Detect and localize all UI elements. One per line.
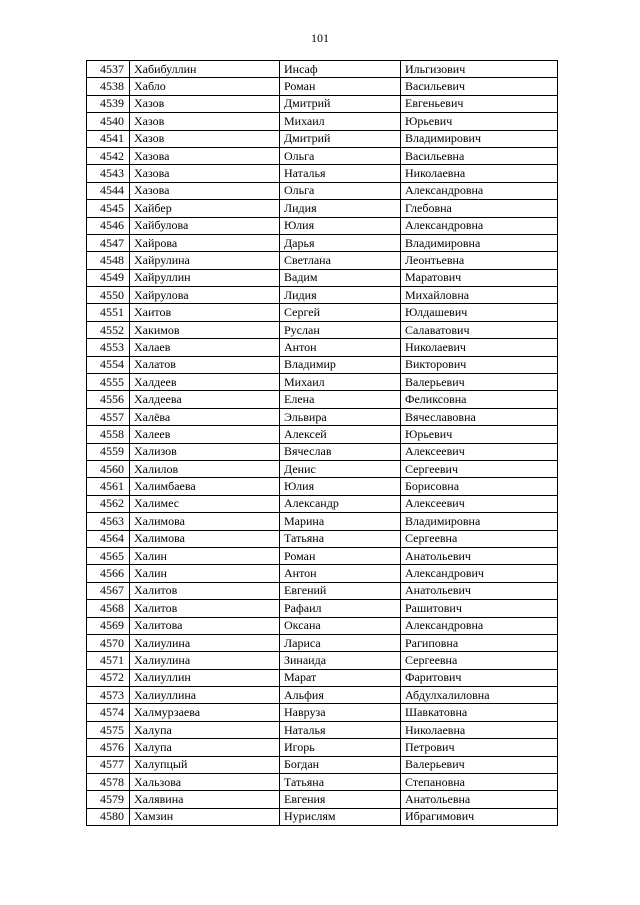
row-number-cell: 4551	[87, 304, 130, 321]
last-name-cell: Халатов	[130, 356, 280, 373]
row-number-cell: 4544	[87, 182, 130, 199]
table-row	[87, 426, 558, 443]
last-name-cell: Халимова	[130, 530, 280, 547]
last-name-cell: Хайрова	[130, 234, 280, 251]
first-name-cell: Татьяна	[280, 774, 401, 791]
last-name-cell: Хамзин	[130, 808, 280, 825]
last-name-cell: Хайбер	[130, 200, 280, 217]
first-name-cell: Наталья	[280, 721, 401, 738]
row-number-cell: 4565	[87, 547, 130, 564]
last-name-cell: Хализов	[130, 443, 280, 460]
patronymic-cell: Феликсовна	[401, 391, 558, 408]
first-name-cell: Вадим	[280, 269, 401, 286]
first-name-cell: Богдан	[280, 756, 401, 773]
last-name-cell: Хабло	[130, 78, 280, 95]
last-name-cell: Халитов	[130, 600, 280, 617]
last-name-cell: Халеев	[130, 426, 280, 443]
first-name-cell: Инсаф	[280, 61, 401, 78]
table-row	[87, 217, 558, 234]
patronymic-cell: Николаевна	[401, 721, 558, 738]
table-row	[87, 269, 558, 286]
last-name-cell: Хальзова	[130, 774, 280, 791]
first-name-cell: Игорь	[280, 739, 401, 756]
patronymic-cell: Анатольевич	[401, 547, 558, 564]
table-row	[87, 234, 558, 251]
first-name-cell: Алексей	[280, 426, 401, 443]
patronymic-cell: Васильевна	[401, 147, 558, 164]
patronymic-cell: Сергеевна	[401, 530, 558, 547]
row-number-cell: 4558	[87, 426, 130, 443]
table-row	[87, 78, 558, 95]
table-row	[87, 113, 558, 130]
first-name-cell: Дмитрий	[280, 95, 401, 112]
patronymic-cell: Евгеньевич	[401, 95, 558, 112]
row-number-cell: 4552	[87, 321, 130, 338]
first-name-cell: Наталья	[280, 165, 401, 182]
first-name-cell: Михаил	[280, 113, 401, 130]
table-row	[87, 756, 558, 773]
row-number-cell: 4564	[87, 530, 130, 547]
last-name-cell: Халупцый	[130, 756, 280, 773]
row-number-cell: 4580	[87, 808, 130, 825]
last-name-cell: Халиулина	[130, 634, 280, 651]
last-name-cell: Халин	[130, 547, 280, 564]
patronymic-cell: Леонтьевна	[401, 252, 558, 269]
last-name-cell: Халупа	[130, 721, 280, 738]
patronymic-cell: Маратович	[401, 269, 558, 286]
last-name-cell: Халиулина	[130, 652, 280, 669]
last-name-cell: Хакимов	[130, 321, 280, 338]
roster-body	[87, 61, 558, 826]
last-name-cell: Халитов	[130, 582, 280, 599]
first-name-cell: Марат	[280, 669, 401, 686]
last-name-cell: Халёва	[130, 408, 280, 425]
row-number-cell: 4537	[87, 61, 130, 78]
row-number-cell: 4553	[87, 339, 130, 356]
row-number-cell: 4573	[87, 687, 130, 704]
table-row	[87, 634, 558, 651]
row-number-cell: 4578	[87, 774, 130, 791]
first-name-cell: Руслан	[280, 321, 401, 338]
table-row	[87, 791, 558, 808]
patronymic-cell: Владимировна	[401, 234, 558, 251]
patronymic-cell: Юрьевич	[401, 426, 558, 443]
first-name-cell: Елена	[280, 391, 401, 408]
row-number-cell: 4571	[87, 652, 130, 669]
row-number-cell: 4579	[87, 791, 130, 808]
last-name-cell: Хаитов	[130, 304, 280, 321]
table-row	[87, 460, 558, 477]
row-number-cell: 4548	[87, 252, 130, 269]
first-name-cell: Зинаида	[280, 652, 401, 669]
table-row	[87, 478, 558, 495]
table-row	[87, 391, 558, 408]
page-number: 101	[311, 31, 329, 45]
row-number-cell: 4538	[87, 78, 130, 95]
last-name-cell: Хазов	[130, 113, 280, 130]
first-name-cell: Антон	[280, 339, 401, 356]
table-row	[87, 774, 558, 791]
row-number-cell: 4576	[87, 739, 130, 756]
table-row	[87, 182, 558, 199]
last-name-cell: Хабибуллин	[130, 61, 280, 78]
patronymic-cell: Рагиповна	[401, 634, 558, 651]
patronymic-cell: Шавкатовна	[401, 704, 558, 721]
row-number-cell: 4554	[87, 356, 130, 373]
row-number-cell: 4546	[87, 217, 130, 234]
patronymic-cell: Степановна	[401, 774, 558, 791]
first-name-cell: Роман	[280, 547, 401, 564]
last-name-cell: Хайруллин	[130, 269, 280, 286]
first-name-cell: Нурислям	[280, 808, 401, 825]
patronymic-cell: Сергеевна	[401, 652, 558, 669]
first-name-cell: Владимир	[280, 356, 401, 373]
patronymic-cell: Вячеславовна	[401, 408, 558, 425]
row-number-cell: 4569	[87, 617, 130, 634]
row-number-cell: 4559	[87, 443, 130, 460]
row-number-cell: 4543	[87, 165, 130, 182]
first-name-cell: Оксана	[280, 617, 401, 634]
table-row	[87, 530, 558, 547]
table-row	[87, 95, 558, 112]
last-name-cell: Халаев	[130, 339, 280, 356]
first-name-cell: Юлия	[280, 217, 401, 234]
last-name-cell: Халимес	[130, 495, 280, 512]
table-row	[87, 61, 558, 78]
table-row	[87, 130, 558, 147]
first-name-cell: Дарья	[280, 234, 401, 251]
last-name-cell: Халупа	[130, 739, 280, 756]
row-number-cell: 4540	[87, 113, 130, 130]
patronymic-cell: Алексеевич	[401, 443, 558, 460]
table-row	[87, 200, 558, 217]
last-name-cell: Хазов	[130, 95, 280, 112]
patronymic-cell: Салаватович	[401, 321, 558, 338]
last-name-cell: Халимова	[130, 513, 280, 530]
patronymic-cell: Владимирович	[401, 130, 558, 147]
table-row	[87, 547, 558, 564]
last-name-cell: Хайрулина	[130, 252, 280, 269]
last-name-cell: Хазова	[130, 182, 280, 199]
name-roster-table	[86, 60, 558, 826]
patronymic-cell: Фаритович	[401, 669, 558, 686]
table-row	[87, 339, 558, 356]
table-row	[87, 304, 558, 321]
patronymic-cell: Ильгизович	[401, 61, 558, 78]
row-number-cell: 4572	[87, 669, 130, 686]
row-number-cell: 4542	[87, 147, 130, 164]
patronymic-cell: Александрович	[401, 565, 558, 582]
table-row	[87, 600, 558, 617]
first-name-cell: Дмитрий	[280, 130, 401, 147]
last-name-cell: Халилов	[130, 460, 280, 477]
patronymic-cell: Владимировна	[401, 513, 558, 530]
row-number-cell: 4568	[87, 600, 130, 617]
row-number-cell: 4562	[87, 495, 130, 512]
table-row	[87, 808, 558, 825]
last-name-cell: Халдеева	[130, 391, 280, 408]
table-row	[87, 582, 558, 599]
first-name-cell: Юлия	[280, 478, 401, 495]
first-name-cell: Денис	[280, 460, 401, 477]
table-row	[87, 565, 558, 582]
last-name-cell: Халявина	[130, 791, 280, 808]
row-number-cell: 4550	[87, 287, 130, 304]
table-row	[87, 356, 558, 373]
patronymic-cell: Юрьевич	[401, 113, 558, 130]
row-number-cell: 4561	[87, 478, 130, 495]
row-number-cell: 4555	[87, 374, 130, 391]
row-number-cell: 4539	[87, 95, 130, 112]
first-name-cell: Роман	[280, 78, 401, 95]
row-number-cell: 4575	[87, 721, 130, 738]
table-row	[87, 374, 558, 391]
first-name-cell: Антон	[280, 565, 401, 582]
row-number-cell: 4541	[87, 130, 130, 147]
patronymic-cell: Ибрагимович	[401, 808, 558, 825]
last-name-cell: Халиуллина	[130, 687, 280, 704]
first-name-cell: Сергей	[280, 304, 401, 321]
first-name-cell: Евгения	[280, 791, 401, 808]
first-name-cell: Светлана	[280, 252, 401, 269]
patronymic-cell: Алексеевич	[401, 495, 558, 512]
first-name-cell: Евгений	[280, 582, 401, 599]
last-name-cell: Халиуллин	[130, 669, 280, 686]
table-row	[87, 739, 558, 756]
row-number-cell: 4547	[87, 234, 130, 251]
patronymic-cell: Александровна	[401, 182, 558, 199]
table-row	[87, 495, 558, 512]
table-row	[87, 669, 558, 686]
row-number-cell: 4545	[87, 200, 130, 217]
row-number-cell: 4567	[87, 582, 130, 599]
table-row	[87, 252, 558, 269]
last-name-cell: Хайрулова	[130, 287, 280, 304]
last-name-cell: Халин	[130, 565, 280, 582]
row-number-cell: 4557	[87, 408, 130, 425]
table-row	[87, 617, 558, 634]
first-name-cell: Ольга	[280, 147, 401, 164]
patronymic-cell: Анатольевич	[401, 582, 558, 599]
table-row	[87, 721, 558, 738]
patronymic-cell: Петрович	[401, 739, 558, 756]
patronymic-cell: Михайловна	[401, 287, 558, 304]
table-row	[87, 704, 558, 721]
first-name-cell: Ольга	[280, 182, 401, 199]
table-row	[87, 321, 558, 338]
first-name-cell: Альфия	[280, 687, 401, 704]
first-name-cell: Лидия	[280, 287, 401, 304]
row-number-cell: 4570	[87, 634, 130, 651]
patronymic-cell: Абдулхалиловна	[401, 687, 558, 704]
patronymic-cell: Глебовна	[401, 200, 558, 217]
last-name-cell: Халмурзаева	[130, 704, 280, 721]
table-row	[87, 147, 558, 164]
patronymic-cell: Николаевич	[401, 339, 558, 356]
first-name-cell: Эльвира	[280, 408, 401, 425]
table-row	[87, 408, 558, 425]
patronymic-cell: Рашитович	[401, 600, 558, 617]
row-number-cell: 4549	[87, 269, 130, 286]
first-name-cell: Вячеслав	[280, 443, 401, 460]
first-name-cell: Лидия	[280, 200, 401, 217]
patronymic-cell: Борисовна	[401, 478, 558, 495]
last-name-cell: Хазова	[130, 165, 280, 182]
patronymic-cell: Васильевич	[401, 78, 558, 95]
table-row	[87, 513, 558, 530]
row-number-cell: 4566	[87, 565, 130, 582]
row-number-cell: 4574	[87, 704, 130, 721]
patronymic-cell: Александровна	[401, 617, 558, 634]
patronymic-cell: Юлдашевич	[401, 304, 558, 321]
row-number-cell: 4577	[87, 756, 130, 773]
table-row	[87, 443, 558, 460]
row-number-cell: 4556	[87, 391, 130, 408]
first-name-cell: Михаил	[280, 374, 401, 391]
table-row	[87, 652, 558, 669]
first-name-cell: Навруза	[280, 704, 401, 721]
patronymic-cell: Валерьевич	[401, 756, 558, 773]
patronymic-cell: Александровна	[401, 217, 558, 234]
patronymic-cell: Валерьевич	[401, 374, 558, 391]
first-name-cell: Татьяна	[280, 530, 401, 547]
table-row	[87, 165, 558, 182]
last-name-cell: Хазова	[130, 147, 280, 164]
patronymic-cell: Анатольевна	[401, 791, 558, 808]
table-row	[87, 287, 558, 304]
first-name-cell: Лариса	[280, 634, 401, 651]
first-name-cell: Александр	[280, 495, 401, 512]
last-name-cell: Халимбаева	[130, 478, 280, 495]
patronymic-cell: Викторович	[401, 356, 558, 373]
table-row	[87, 687, 558, 704]
first-name-cell: Марина	[280, 513, 401, 530]
patronymic-cell: Николаевна	[401, 165, 558, 182]
last-name-cell: Халдеев	[130, 374, 280, 391]
last-name-cell: Халитова	[130, 617, 280, 634]
patronymic-cell: Сергеевич	[401, 460, 558, 477]
row-number-cell: 4563	[87, 513, 130, 530]
first-name-cell: Рафаил	[280, 600, 401, 617]
last-name-cell: Хазов	[130, 130, 280, 147]
last-name-cell: Хайбулова	[130, 217, 280, 234]
row-number-cell: 4560	[87, 460, 130, 477]
